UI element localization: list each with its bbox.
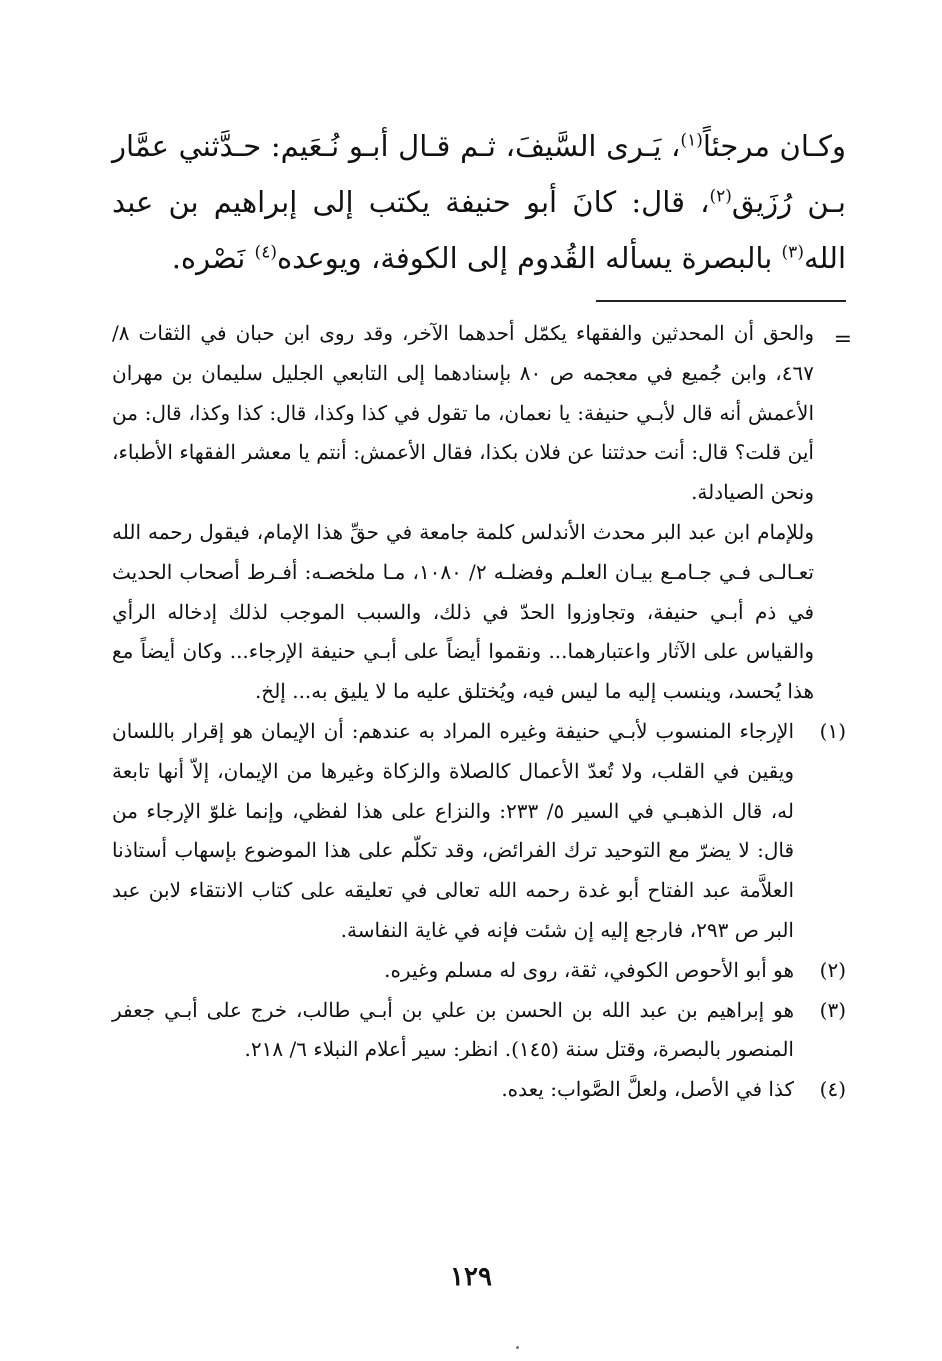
main-text-segment: رُزَيق bbox=[731, 185, 793, 219]
main-text-segment: ، يَـرى السَّيفَ، ثـم قـال أبـو نُـعَيم: حـدَّثني عمَّار بـن bbox=[112, 129, 846, 219]
continuation-paragraph: وللإمام ابن عبد البر محدث الأندلس كلمة جامعة في حقِّ هذا الإمام، فيقول رحمه الله تعـالـى فـي جـامـع بيـان العلـم وفضلـه ٢/ ١٠٨٠، مـا ملخصـه: أفـرط أصحاب الحديث في ذم أبـي حنيفة، وتجاوزوا الحدّ في ذلك، والسبب الموجب لذلك إدخاله الرأي والقياس على الآثار واعتبارهما... ونقموا أيضاً على أبـي حنيفة الإرجاء... وكان أيضاً مع هذا يُحسد، وينسب إليه ما ليس فيه، ويُختلق عليه ما لا يليق به... إلخ. bbox=[112, 519, 814, 704]
scan-speck bbox=[516, 1346, 519, 1349]
footnote-number: (١) bbox=[819, 718, 846, 743]
footnote-number: (٣) bbox=[819, 997, 846, 1022]
footnote-text: الإرجاء المنسوب لأبـي حنيفة وغيره المراد به عندهم: أن الإيمان هو إقرار باللسان ويقين في القلب، ولا تُعدّ الأعمال كالصلاة والزكاة وغيرها من الإيمان، إلاّ أنها تابعة له، قال الذهبـي في السير ٥/ ٢٣٣: والنزاع على هذا لفظي، وإنما غلوّ الإرجاء من قال: لا يضرّ مع التوحيد ترك الفرائض، وقد تكلّم على هذا الموضوع بإسهاب أستاذنا العلاَّمة عبد الفتاح أبو غدة رحمه الله تعالى في تعليقه على كتاب الانتقاء لابن عبد البر ص ٢٩٣، فارجع إليه إن شئت فإنه في غاية النفاسة. bbox=[112, 718, 794, 942]
main-text bbox=[112, 118, 846, 286]
footnote-text: كذا في الأصل، ولعلَّ الصَّواب: يعده. bbox=[501, 1077, 794, 1102]
footnote-4 bbox=[112, 1070, 846, 1110]
footnote-text: هو أبو الأحوص الكوفي، ثقة، روى له مسلم وغيره. bbox=[384, 957, 794, 982]
footnote-marker-4: (٤) bbox=[254, 242, 277, 263]
main-text-segment: ، قال: كانَ أبو حنيفة يكتب إلى إبراهيم بن عبد الله bbox=[112, 185, 846, 275]
footnotes-area bbox=[112, 314, 852, 1110]
footnote-marker-3: (٣) bbox=[781, 242, 804, 263]
footnote-text: هو إبراهيم بن عبد الله بن الحسن بن علي بن أبـي طالب، خرج على أبـي جعفر المنصور بالبصرة، وقتل سنة (١٤٥). انظر: سير أعلام النبلاء ٦/ ٢١٨. bbox=[112, 997, 794, 1062]
footnote-marker-2: (٢) bbox=[709, 186, 732, 207]
main-text-segment: يسأله القُدوم إلى الكوفة، ويوعده bbox=[276, 241, 673, 275]
continuation-paragraph: والحق أن المحدثين والفقهاء يكمّل أحدهما الآخر، وقد روى ابن حبان في الثقات ٨/ ٤٦٧، وابن جُميع في معجمه ص ٨٠ بإسنادهما إلى التابعي الجليل سليمان بن مهران الأعمش أنه قال لأبـي حنيفة: يا نعمان، ما تقول في كذا وكذا، قال: كذا وكذا، قال: من أين قلت؟ قال: أنت حدثتنا عن فلان بكذا، فقال الأعمش: أنتم يا معشر الفقهاء الأطباء، ونحن الصيادلة. bbox=[112, 321, 814, 505]
main-text-segment: بالبصرة bbox=[681, 241, 782, 275]
footnote-1 bbox=[112, 712, 846, 951]
main-text-segment: وكـان مرجئاً bbox=[702, 129, 846, 163]
footnote-2 bbox=[112, 951, 846, 991]
footnote-marker-1: (١) bbox=[680, 130, 703, 151]
main-text-segment: نَصْره. bbox=[171, 241, 255, 275]
footnote-number: (٢) bbox=[819, 957, 846, 982]
footnote-continuation bbox=[112, 314, 852, 712]
continuation-mark: = bbox=[833, 327, 852, 352]
main-text-paragraph bbox=[112, 118, 846, 286]
footnote-number: (٤) bbox=[819, 1077, 846, 1102]
page-number: ١٢٩ bbox=[450, 1262, 492, 1292]
footnote-3 bbox=[112, 991, 846, 1071]
footnote-separator bbox=[596, 300, 846, 302]
